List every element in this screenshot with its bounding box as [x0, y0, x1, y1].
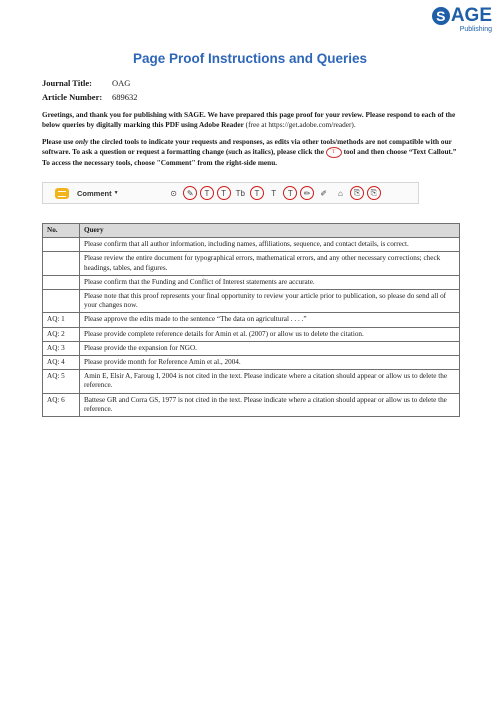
- add-text-icon[interactable]: T: [271, 188, 277, 198]
- queries-header-row: [43, 224, 460, 238]
- query-text: Amin E, Elsir A, Faroug I, 2004 is not cited in the text. Please indicate where a citation should appear or allow us to delete the reference.: [80, 370, 460, 393]
- query-number: AQ: 3: [43, 341, 80, 355]
- query-number: AQ: 6: [43, 393, 80, 416]
- attach-file-icon[interactable]: ⎘: [367, 186, 381, 200]
- query-text: Please provide the expansion for NGO.: [80, 341, 460, 355]
- table-row: [43, 275, 460, 289]
- query-number: [43, 275, 80, 289]
- query-number: AQ: 5: [43, 370, 80, 393]
- text-underline-icon[interactable]: T: [200, 186, 214, 200]
- header-query: Query: [80, 224, 460, 238]
- instructions-part1: Please use: [42, 137, 76, 146]
- journal-title-row: [42, 78, 130, 88]
- query-text: Please note that this proof represents your final opportunity to review your article prior to publication, so please do send all of your changes now.: [80, 290, 460, 313]
- pencil-icon[interactable]: ✏: [300, 186, 314, 200]
- query-number: [43, 290, 80, 313]
- query-number: [43, 238, 80, 252]
- query-number: AQ: 2: [43, 327, 80, 341]
- table-row: [43, 356, 460, 370]
- table-row: [43, 370, 460, 393]
- instructions-paragraph: [42, 137, 460, 167]
- highlight-icon[interactable]: ✎: [183, 186, 197, 200]
- comment-bubble-icon: [55, 188, 69, 199]
- table-row: [43, 252, 460, 275]
- journal-title-value: OAG: [112, 78, 131, 88]
- page-title: Page Proof Instructions and Queries: [132, 51, 368, 66]
- queries-body: [43, 238, 460, 417]
- journal-title-label: Journal Title:: [42, 78, 92, 88]
- table-row: [43, 393, 460, 416]
- table-row: [43, 290, 460, 313]
- header-no: No.: [43, 224, 80, 238]
- adobe-reader-link[interactable]: (free at https://get.adobe.com/reader).: [243, 119, 356, 129]
- text-strike-icon[interactable]: T: [217, 186, 231, 200]
- queries-table: [42, 223, 460, 417]
- query-text: Please provide complete reference details for Amin et al. (2007) or allow us to delete the citation.: [80, 327, 460, 341]
- query-text: Please confirm that the Funding and Conflict of Interest statements are accurate.: [80, 275, 460, 289]
- query-text: Please approve the edits made to the sentence “The data on agricultural . . . .”: [80, 313, 460, 327]
- table-row: [43, 238, 460, 252]
- sage-logo: [432, 6, 492, 33]
- comment-bubble-icon[interactable]: ⊙: [170, 188, 177, 198]
- query-text: Please review the entire document for typographical errors, mathematical errors, and any other necessary corrections; check headings, tables, and figures.: [80, 252, 460, 275]
- article-number-label: Article Number:: [42, 92, 103, 102]
- replace-text-icon[interactable]: Tb: [235, 188, 245, 198]
- article-number-value: 689632: [112, 92, 138, 102]
- instructions-part3: tool and then choose “Text Callout.” To access the necessary tools, choose "Comment" from the right-side menu.: [42, 146, 457, 167]
- comment-toolbar: [42, 182, 419, 204]
- query-text: Battese GR and Corra GS, 1977 is not cited in the text. Please indicate where a citation should appear or allow us to delete the reference.: [80, 393, 460, 416]
- instructions-part2: the circled tools to indicate your requests and responses, as edits via other tools/methods are not compatible with our software. To ask a question or request a formatting change (such as italics), please click the: [42, 137, 452, 156]
- intro-paragraph: [42, 110, 460, 129]
- text-callout-tool-icon: T: [326, 147, 342, 158]
- sage-logo-mark-icon: S: [432, 7, 450, 25]
- text-box-icon[interactable]: T: [283, 186, 297, 200]
- comment-menu-label[interactable]: Comment: [77, 188, 112, 198]
- instructions-emphasis: only: [75, 137, 89, 146]
- chevron-down-icon[interactable]: ▼: [113, 190, 119, 196]
- insert-text-icon[interactable]: T: [250, 186, 264, 200]
- eraser-icon[interactable]: ✐: [320, 188, 328, 198]
- intro-text: Greetings, and thank you for publishing with SAGE. We have prepared this page proof for your review. Please respond to each of the below queries by digitally marking this PDF using Adobe Reader: [42, 110, 456, 129]
- query-text: Please provide month for Reference Amin et al., 2004.: [80, 356, 460, 370]
- table-row: [43, 341, 460, 355]
- sage-logo-name: AGE: [450, 5, 492, 26]
- query-number: AQ: 1: [43, 313, 80, 327]
- table-row: [43, 313, 460, 327]
- sage-logo-wordmark: [432, 6, 492, 25]
- comment-tools: [167, 186, 384, 200]
- query-number: AQ: 4: [43, 356, 80, 370]
- table-row: [43, 327, 460, 341]
- attach-icon[interactable]: ⎘: [350, 186, 364, 200]
- stamp-icon[interactable]: ⌂: [338, 188, 343, 198]
- sage-logo-subtitle: Publishing: [459, 26, 492, 33]
- query-number: [43, 252, 80, 275]
- article-number-row: [42, 92, 138, 102]
- query-text: Please confirm that all author information, including names, affiliations, sequence, and contact details, is correct.: [80, 238, 460, 252]
